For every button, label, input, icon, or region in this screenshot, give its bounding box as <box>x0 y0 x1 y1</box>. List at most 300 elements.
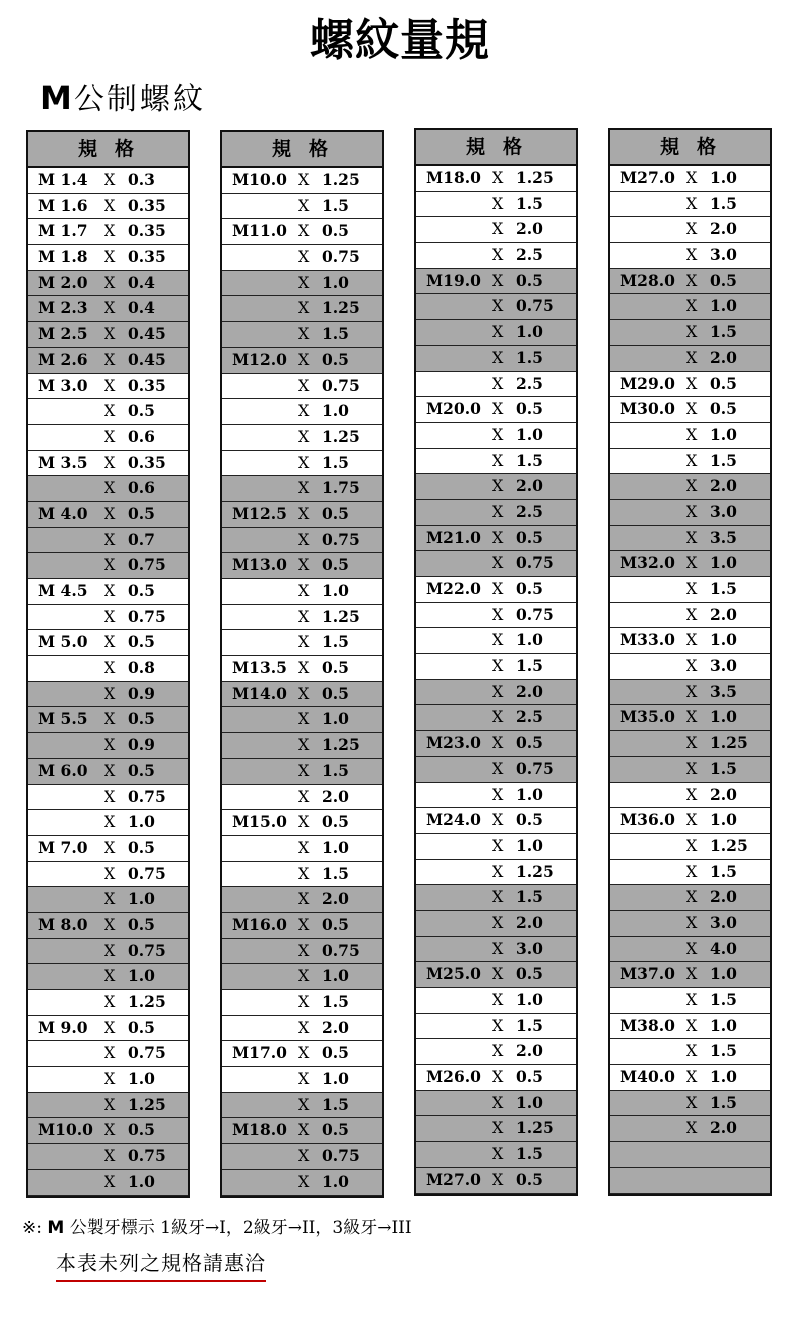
table-row <box>222 528 382 554</box>
times-sign: X <box>492 938 504 958</box>
table-row <box>222 990 382 1016</box>
times-sign: X <box>104 1146 116 1166</box>
times-sign: X <box>298 606 310 626</box>
thread-pitch: 1.75 <box>322 478 360 498</box>
spec-column-2 <box>220 130 384 1198</box>
thread-pitch: 1.0 <box>710 553 737 573</box>
times-sign: X <box>492 604 504 624</box>
times-sign: X <box>104 375 116 395</box>
times-sign: X <box>104 1171 116 1191</box>
thread-size: M38.0 <box>620 1015 675 1035</box>
thread-pitch: 1.0 <box>322 272 349 292</box>
thread-pitch: 1.0 <box>128 1171 155 1191</box>
spec-column-1 <box>26 130 190 1198</box>
times-sign: X <box>686 1067 698 1087</box>
times-sign: X <box>492 1092 504 1112</box>
times-sign: X <box>492 373 504 393</box>
table-row <box>28 1093 188 1119</box>
times-sign: X <box>104 401 116 421</box>
table-row <box>28 579 188 605</box>
thread-size: M30.0 <box>620 399 675 419</box>
thread-pitch: 2.0 <box>322 786 349 806</box>
thread-pitch: 0.5 <box>322 658 349 678</box>
times-sign: X <box>104 170 116 189</box>
table-row <box>610 860 770 886</box>
thread-pitch: 1.5 <box>710 193 737 213</box>
thread-pitch: 0.5 <box>516 399 543 419</box>
table-row <box>28 990 188 1016</box>
thread-pitch: 1.0 <box>710 1067 737 1087</box>
table-row <box>610 937 770 963</box>
times-sign: X <box>686 912 698 932</box>
table-row <box>222 785 382 811</box>
times-sign: X <box>104 632 116 652</box>
thread-size: M24.0 <box>426 810 481 830</box>
table-row <box>416 885 576 911</box>
thread-size: M12.5 <box>232 503 287 523</box>
thread-pitch: 1.5 <box>322 195 349 215</box>
table-row <box>610 988 770 1014</box>
times-sign: X <box>104 760 116 780</box>
thread-pitch: 1.5 <box>516 450 543 470</box>
times-sign: X <box>104 658 116 678</box>
thread-pitch: 2.0 <box>322 1017 349 1037</box>
thread-pitch: 0.5 <box>322 914 349 934</box>
thread-size: M23.0 <box>426 733 481 753</box>
thread-size: M22.0 <box>426 579 481 598</box>
table-row <box>610 577 770 603</box>
times-sign: X <box>686 887 698 907</box>
table-row <box>610 962 770 988</box>
table-row <box>222 322 382 348</box>
thread-pitch: 0.5 <box>516 964 543 984</box>
times-sign: X <box>104 992 116 1011</box>
thread-size: M29.0 <box>620 373 675 393</box>
thread-size: M 4.5 <box>38 581 88 600</box>
thread-size: M11.0 <box>232 221 287 241</box>
table-row <box>222 1093 382 1119</box>
thread-pitch: 2.0 <box>710 1118 737 1138</box>
table-row <box>222 810 382 836</box>
thread-pitch: 1.5 <box>322 863 349 883</box>
thread-size: M 4.0 <box>38 503 88 523</box>
table-row <box>28 862 188 888</box>
table-row <box>28 630 188 656</box>
table-row <box>610 1142 770 1168</box>
table-row <box>416 1116 576 1142</box>
times-sign: X <box>686 424 698 444</box>
times-sign: X <box>104 1069 116 1089</box>
thread-pitch: 0.5 <box>128 709 155 729</box>
table-row <box>610 449 770 475</box>
thread-pitch: 1.0 <box>516 835 543 855</box>
times-sign: X <box>686 270 698 290</box>
thread-pitch: 1.0 <box>128 1069 155 1089</box>
times-sign: X <box>492 1015 504 1035</box>
spec-column-4 <box>608 128 772 1196</box>
table-row <box>416 937 576 963</box>
times-sign: X <box>298 1043 310 1063</box>
times-sign: X <box>492 681 504 701</box>
thread-size: M27.0 <box>620 168 675 187</box>
times-sign: X <box>104 555 116 575</box>
thread-pitch: 0.35 <box>128 247 166 267</box>
times-sign: X <box>298 401 310 421</box>
times-sign: X <box>492 887 504 907</box>
table-row <box>28 425 188 451</box>
times-sign: X <box>104 940 116 960</box>
table-row <box>222 1041 382 1067</box>
table-row <box>610 628 770 654</box>
table-row <box>610 397 770 423</box>
times-sign: X <box>104 1017 116 1037</box>
thread-size: M 1.7 <box>38 221 88 241</box>
thread-pitch: 0.9 <box>128 735 155 755</box>
times-sign: X <box>298 195 310 215</box>
thread-size: M 2.5 <box>38 324 88 344</box>
table-row <box>416 860 576 886</box>
thread-pitch: 0.75 <box>128 606 166 626</box>
table-row <box>222 245 382 271</box>
table-row <box>222 194 382 220</box>
times-sign: X <box>686 604 698 624</box>
table-row <box>28 194 188 220</box>
times-sign: X <box>686 245 698 265</box>
times-sign: X <box>686 1092 698 1112</box>
times-sign: X <box>686 476 698 496</box>
table-row <box>28 785 188 811</box>
table-row <box>28 553 188 579</box>
table-row <box>610 166 770 192</box>
table-row <box>610 731 770 757</box>
times-sign: X <box>104 683 116 703</box>
table-row <box>416 911 576 937</box>
times-sign: X <box>492 758 504 778</box>
table-row <box>610 1065 770 1091</box>
times-sign: X <box>104 863 116 883</box>
thread-pitch: 0.5 <box>516 1067 543 1087</box>
times-sign: X <box>104 324 116 344</box>
thread-pitch: 3.0 <box>710 656 737 676</box>
table-row <box>28 939 188 965</box>
thread-pitch: 0.5 <box>710 373 737 393</box>
times-sign: X <box>104 889 116 909</box>
table-row <box>610 243 770 269</box>
thread-size: M 6.0 <box>38 760 88 780</box>
thread-pitch: 2.0 <box>516 219 543 239</box>
table-row <box>222 1067 382 1093</box>
thread-size: M18.0 <box>426 168 481 187</box>
table-row <box>222 502 382 528</box>
table-row <box>416 962 576 988</box>
thread-size: M28.0 <box>620 270 675 290</box>
thread-pitch: 0.4 <box>128 298 155 318</box>
table-row <box>222 862 382 888</box>
table-row <box>610 526 770 552</box>
thread-pitch: 0.75 <box>322 529 360 549</box>
table-row <box>416 680 576 706</box>
table-row <box>28 245 188 271</box>
table-row <box>222 682 382 708</box>
table-row <box>416 1168 576 1194</box>
table-row <box>416 1091 576 1117</box>
table-row <box>28 964 188 990</box>
times-sign: X <box>298 863 310 883</box>
thread-pitch: 0.5 <box>516 810 543 830</box>
times-sign: X <box>104 298 116 318</box>
thread-pitch: 1.5 <box>516 887 543 907</box>
thread-size: M 1.4 <box>38 170 88 189</box>
thread-size: M 2.0 <box>38 272 88 292</box>
times-sign: X <box>298 837 310 857</box>
thread-size: M 3.0 <box>38 375 88 395</box>
table-row <box>610 783 770 809</box>
thread-pitch: 1.5 <box>710 322 737 342</box>
times-sign: X <box>104 195 116 215</box>
table-row <box>222 553 382 579</box>
table-row <box>610 320 770 346</box>
thread-pitch: 1.5 <box>322 452 349 472</box>
thread-pitch: 1.25 <box>322 426 360 446</box>
thread-size: M18.0 <box>232 1120 287 1140</box>
times-sign: X <box>492 322 504 342</box>
thread-pitch: 1.5 <box>322 632 349 652</box>
times-sign: X <box>686 758 698 778</box>
times-sign: X <box>492 912 504 932</box>
table-row <box>28 1067 188 1093</box>
times-sign: X <box>492 296 504 316</box>
table-row <box>28 528 188 554</box>
table-row <box>28 810 188 836</box>
table-row <box>222 759 382 785</box>
thread-pitch: 0.6 <box>128 478 155 498</box>
thread-pitch: 0.5 <box>128 401 155 421</box>
table-row <box>610 1039 770 1065</box>
table-row <box>416 526 576 552</box>
footnote-prefix: ※: <box>22 1218 42 1238</box>
table-row <box>222 913 382 939</box>
table-row <box>610 680 770 706</box>
table-row <box>222 733 382 759</box>
thread-pitch: 0.6 <box>128 426 155 446</box>
thread-size: M 9.0 <box>38 1017 88 1037</box>
thread-pitch: 1.0 <box>128 889 155 909</box>
thread-pitch: 1.0 <box>322 837 349 857</box>
table-row <box>610 654 770 680</box>
thread-pitch: 2.0 <box>710 887 737 907</box>
times-sign: X <box>686 835 698 855</box>
times-sign: X <box>492 707 504 727</box>
thread-pitch: 0.5 <box>710 399 737 419</box>
times-sign: X <box>492 964 504 984</box>
table-row <box>28 1041 188 1067</box>
times-sign: X <box>686 630 698 650</box>
times-sign: X <box>104 1043 116 1063</box>
thread-pitch: 1.0 <box>322 401 349 421</box>
table-row <box>416 320 576 346</box>
times-sign: X <box>298 170 310 189</box>
times-sign: X <box>686 399 698 419</box>
thread-pitch: 1.5 <box>710 1041 737 1061</box>
thread-pitch: 0.75 <box>322 375 360 395</box>
footnote-m: M <box>47 1218 65 1238</box>
times-sign: X <box>492 270 504 290</box>
thread-pitch: 1.0 <box>322 966 349 986</box>
thread-pitch: 3.0 <box>516 938 543 958</box>
thread-pitch: 0.5 <box>516 527 543 547</box>
times-sign: X <box>492 1169 504 1189</box>
table-row <box>416 166 576 192</box>
thread-pitch: 0.35 <box>128 221 166 241</box>
thread-pitch: 0.5 <box>322 349 349 369</box>
table-row <box>610 834 770 860</box>
table-row <box>28 476 188 502</box>
thread-pitch: 1.5 <box>516 347 543 367</box>
thread-pitch: 0.75 <box>322 940 360 960</box>
table-row <box>222 887 382 913</box>
thread-pitch: 1.5 <box>710 990 737 1009</box>
times-sign: X <box>104 735 116 755</box>
contact-note: 本表未列之規格請惠洽 <box>56 1248 266 1282</box>
table-row <box>28 913 188 939</box>
thread-pitch: 0.5 <box>710 270 737 290</box>
table-row <box>28 836 188 862</box>
table-row <box>610 1168 770 1194</box>
table-row <box>222 476 382 502</box>
thread-size: M 7.0 <box>38 837 88 857</box>
times-sign: X <box>104 247 116 267</box>
thread-pitch: 0.35 <box>128 195 166 215</box>
table-row <box>28 296 188 322</box>
table-row <box>416 1142 576 1168</box>
table-row <box>416 269 576 295</box>
times-sign: X <box>492 835 504 855</box>
thread-pitch: 1.25 <box>322 170 360 189</box>
footnote <box>22 1215 412 1241</box>
table-row <box>28 451 188 477</box>
thread-pitch: 0.5 <box>128 914 155 934</box>
column-header: 規格 <box>610 130 770 166</box>
table-row <box>222 374 382 400</box>
times-sign: X <box>492 656 504 676</box>
thread-pitch: 0.8 <box>128 658 155 678</box>
times-sign: X <box>492 193 504 213</box>
thread-pitch: 2.0 <box>516 681 543 701</box>
thread-pitch: 1.5 <box>710 861 737 881</box>
thread-size: M19.0 <box>426 270 481 290</box>
table-row <box>222 656 382 682</box>
thread-pitch: 0.5 <box>516 270 543 290</box>
thread-pitch: 1.0 <box>710 1015 737 1035</box>
table-row <box>610 192 770 218</box>
times-sign: X <box>298 786 310 806</box>
thread-pitch: 1.0 <box>516 630 543 650</box>
thread-pitch: 1.25 <box>322 298 360 318</box>
table-row <box>28 322 188 348</box>
thread-size: M21.0 <box>426 527 481 547</box>
thread-pitch: 1.0 <box>710 296 737 316</box>
thread-pitch: 1.5 <box>516 1015 543 1035</box>
thread-pitch: 1.5 <box>710 450 737 470</box>
thread-pitch: 1.25 <box>710 733 748 753</box>
times-sign: X <box>686 296 698 316</box>
times-sign: X <box>686 733 698 753</box>
thread-pitch: 2.0 <box>710 604 737 624</box>
table-row <box>416 474 576 500</box>
thread-pitch: 3.0 <box>710 245 737 265</box>
times-sign: X <box>686 501 698 521</box>
times-sign: X <box>104 426 116 446</box>
table-row <box>222 1118 382 1144</box>
thread-pitch: 0.45 <box>128 349 166 369</box>
times-sign: X <box>298 478 310 498</box>
table-row <box>222 168 382 194</box>
table-row <box>416 397 576 423</box>
table-row <box>610 372 770 398</box>
times-sign: X <box>492 784 504 804</box>
column-header: 規格 <box>28 132 188 168</box>
table-row <box>28 271 188 297</box>
times-sign: X <box>492 527 504 547</box>
times-sign: X <box>298 683 310 703</box>
thread-pitch: 0.5 <box>128 760 155 780</box>
thread-pitch: 2.0 <box>516 912 543 932</box>
times-sign: X <box>298 632 310 652</box>
thread-pitch: 1.0 <box>516 424 543 444</box>
table-row <box>222 836 382 862</box>
table-row <box>416 603 576 629</box>
times-sign: X <box>492 1067 504 1087</box>
table-row <box>610 1116 770 1142</box>
thread-size: M13.0 <box>232 555 287 575</box>
thread-size: M 2.3 <box>38 298 88 318</box>
times-sign: X <box>104 914 116 934</box>
thread-pitch: 1.0 <box>710 707 737 727</box>
thread-pitch: 4.0 <box>710 938 737 958</box>
thread-pitch: 1.5 <box>516 1144 543 1164</box>
thread-pitch: 1.25 <box>322 606 360 626</box>
thread-pitch: 3.0 <box>710 501 737 521</box>
table-row <box>28 348 188 374</box>
thread-pitch: 0.5 <box>128 1120 155 1140</box>
times-sign: X <box>298 375 310 395</box>
times-sign: X <box>104 529 116 549</box>
times-sign: X <box>104 837 116 857</box>
times-sign: X <box>492 424 504 444</box>
times-sign: X <box>298 889 310 909</box>
table-row <box>610 551 770 577</box>
table-row <box>222 605 382 631</box>
table-row <box>222 964 382 990</box>
section-title-m: M <box>40 79 72 117</box>
thread-size: M33.0 <box>620 630 675 650</box>
times-sign: X <box>492 245 504 265</box>
table-row <box>222 399 382 425</box>
thread-pitch: 1.5 <box>710 579 737 598</box>
thread-pitch: 1.0 <box>322 1171 349 1191</box>
times-sign: X <box>298 760 310 780</box>
times-sign: X <box>492 579 504 598</box>
table-row <box>416 577 576 603</box>
times-sign: X <box>104 272 116 292</box>
times-sign: X <box>104 349 116 369</box>
page-title: 螺紋量規 <box>310 15 490 66</box>
times-sign: X <box>686 810 698 830</box>
times-sign: X <box>686 347 698 367</box>
times-sign: X <box>298 1120 310 1140</box>
thread-pitch: 3.5 <box>710 527 737 547</box>
times-sign: X <box>298 272 310 292</box>
